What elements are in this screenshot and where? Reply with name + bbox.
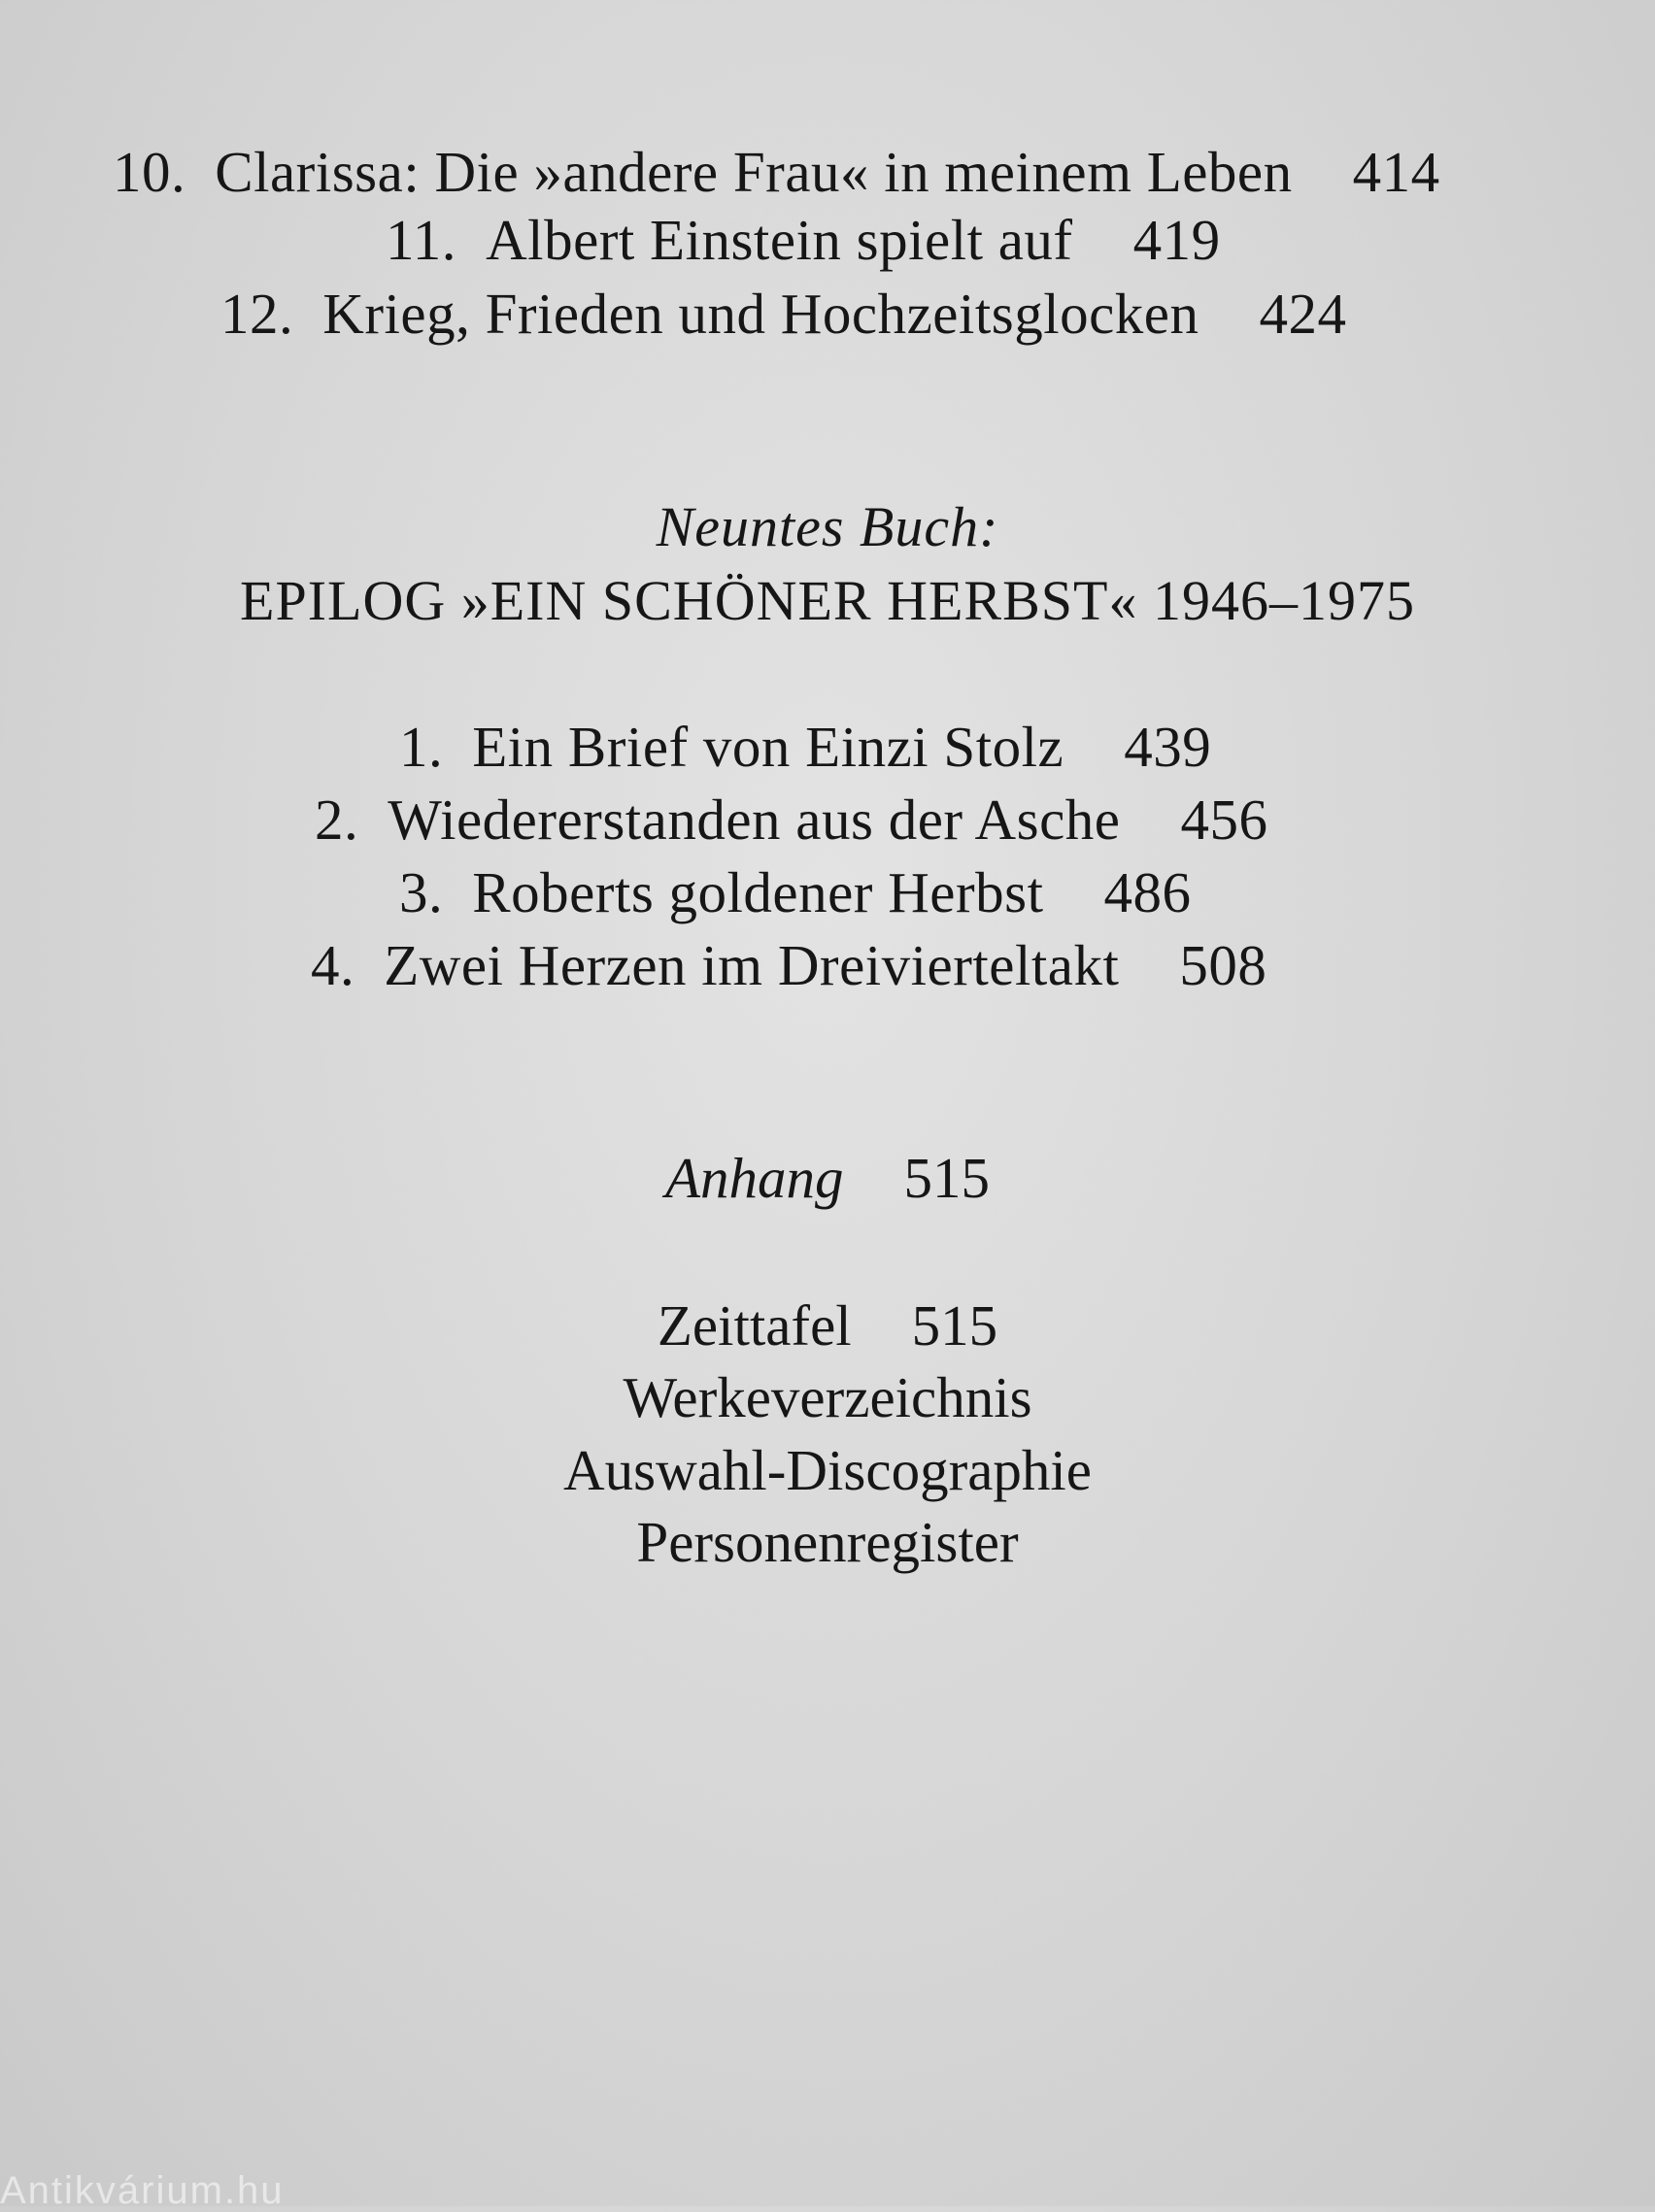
- toc-entry: [113, 140, 1440, 204]
- entry-title: Krieg, Frieden und Hochzeitsglocken: [322, 282, 1199, 346]
- appendix-item: [0, 1510, 1655, 1574]
- entry-page: 456: [1180, 788, 1268, 852]
- entry-number: 12.: [220, 282, 294, 346]
- entry-title: Wiedererstanden aus der Asche: [388, 788, 1121, 852]
- entry-number: 1.: [399, 715, 444, 779]
- appendix-item-title: Auswahl-Discographie: [563, 1438, 1092, 1502]
- book-heading: EPILOG »EIN SCHÖNER HERBST« 1946–1975: [240, 569, 1415, 632]
- entry-number: 10.: [113, 140, 186, 204]
- toc-entry: [220, 282, 1347, 346]
- entry-page: 508: [1179, 933, 1267, 997]
- appendix-page: 515: [903, 1146, 991, 1210]
- entry-title: Albert Einstein spielt auf: [486, 208, 1073, 272]
- toc-entry: [399, 715, 1212, 779]
- appendix-heading: [0, 1146, 1655, 1210]
- appendix-item-page: 515: [911, 1293, 998, 1357]
- entry-number: 11.: [386, 208, 457, 272]
- entry-number: 4.: [311, 933, 355, 997]
- entry-page: 439: [1124, 715, 1212, 779]
- appendix-item-title: Personenregister: [636, 1510, 1019, 1574]
- appendix-title: Anhang: [664, 1146, 844, 1210]
- appendix-item: [0, 1365, 1655, 1429]
- entry-page: 419: [1132, 208, 1221, 272]
- appendix-item-title: Werkeverzeichnis: [623, 1365, 1032, 1429]
- appendix-item: [0, 1438, 1655, 1502]
- entry-title: Clarissa: Die »andere Frau« in meinem Leben: [215, 140, 1293, 204]
- entry-page: 424: [1259, 282, 1347, 346]
- watermark: Antikvárium.hu: [0, 2169, 285, 2212]
- toc-entry: [399, 860, 1192, 924]
- entry-title: Ein Brief von Einzi Stolz: [472, 715, 1064, 779]
- entry-title: Roberts goldener Herbst: [472, 860, 1044, 924]
- appendix-item-title: Zeittafel: [657, 1293, 852, 1357]
- toc-entry: [315, 788, 1268, 852]
- entry-number: 3.: [399, 860, 444, 924]
- appendix-item: [0, 1293, 1655, 1357]
- toc-entry: [311, 933, 1267, 997]
- toc-entry: [386, 208, 1221, 272]
- entry-page: 414: [1352, 140, 1440, 204]
- entry-page: 486: [1103, 860, 1192, 924]
- book-label: Neuntes Buch:: [656, 495, 999, 558]
- entry-title: Zwei Herzen im Dreivierteltakt: [384, 933, 1120, 997]
- entry-number: 2.: [315, 788, 359, 852]
